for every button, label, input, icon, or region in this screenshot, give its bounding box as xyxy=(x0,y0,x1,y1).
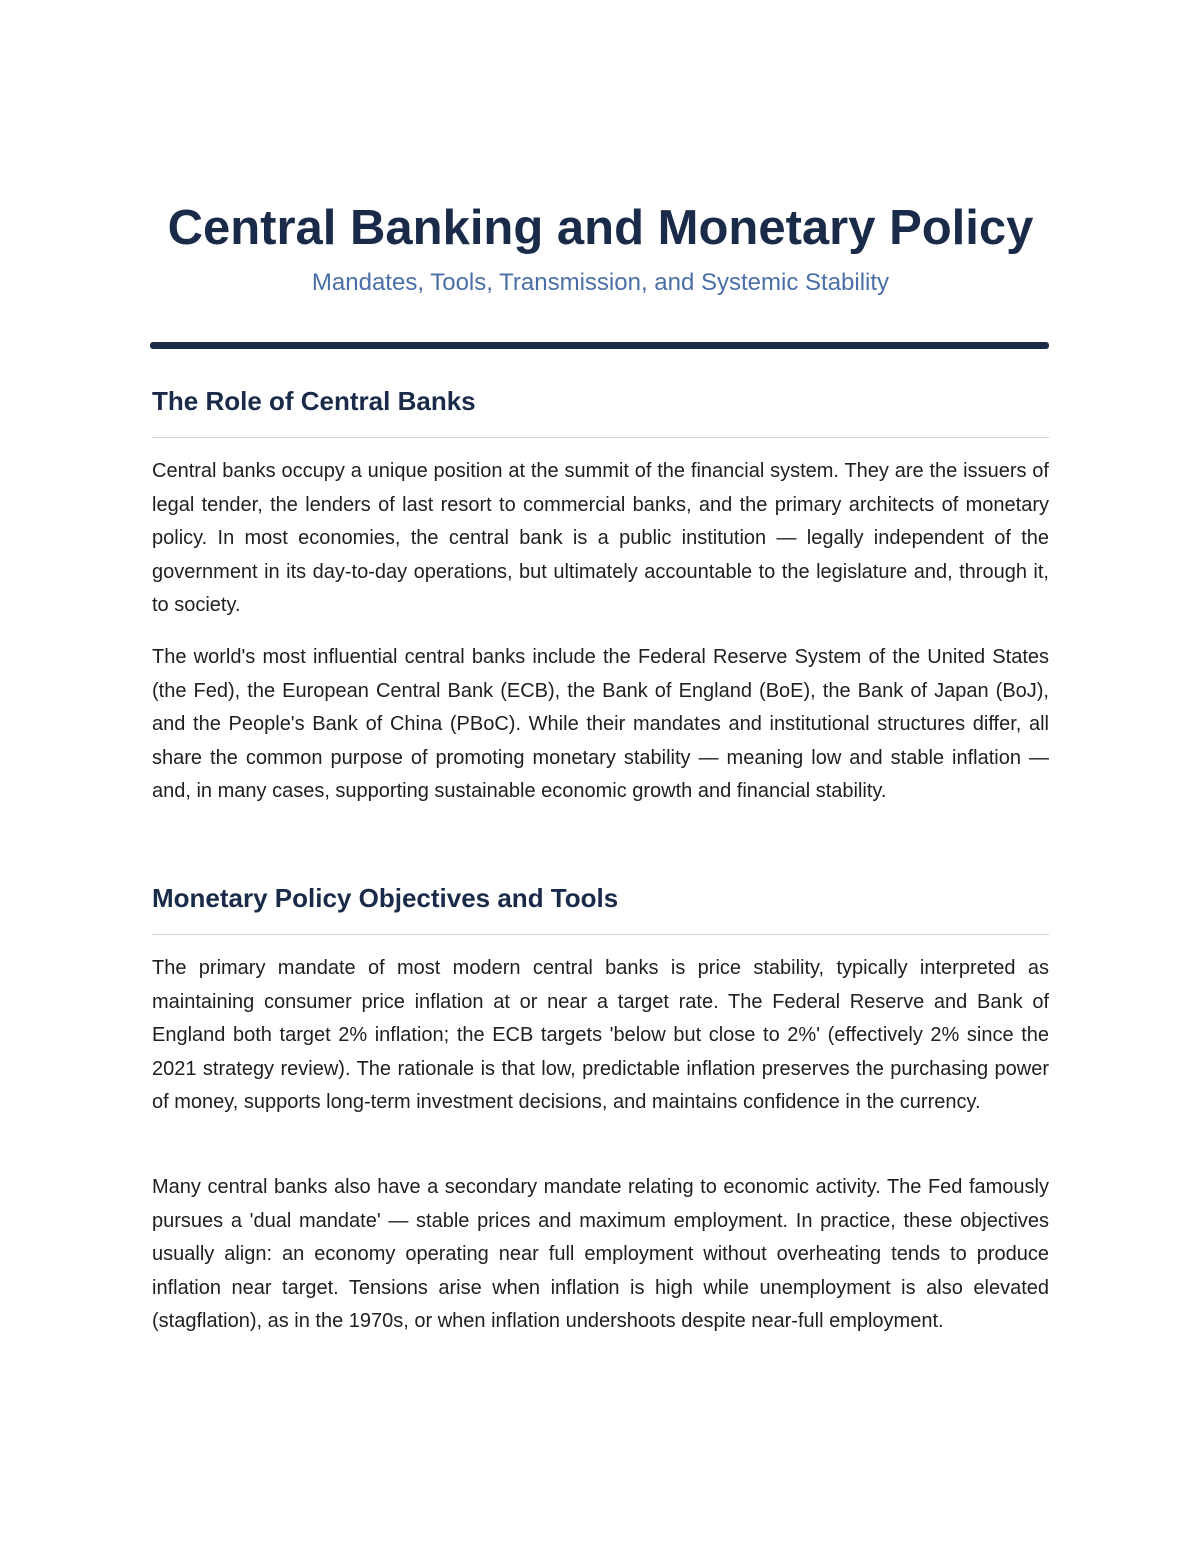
paragraph: The world's most influential central banks include the Federal Reserve System of the United States (the Fed), the European Central Bank (ECB), the Bank of England (BoE), the Bank of Japan (BoJ), and the People's Bank of China (PBoC). While their mandates and institutional structures differ, all share the common purpose of promoting monetary stability — meaning low and stable inflation — and, in many cases, supporting sustainable economic growth and financial stability. xyxy=(152,646,1049,802)
document-subtitle: Mandates, Tools, Transmission, and Systemic Stability xyxy=(311,269,890,296)
document-title: Central Banking and Monetary Policy xyxy=(167,201,1034,255)
section-monetary-policy-objectives xyxy=(152,881,1049,1332)
title-divider xyxy=(150,342,1049,349)
paragraph: Many central banks also have a secondary mandate relating to economic activity. The Fed famously pursues a 'dual mandate' — stable prices and maximum employment. In practice, these objectives usually align: an economy operating near full employment without overheating tends to produce inflation near target. Tensions arise when inflation is high while unemployment is also elevated (stagflation), as in the 1970s, or when inflation undershoots despite near-full employment. xyxy=(152,1176,1049,1332)
section-divider xyxy=(152,437,1049,438)
section-heading: The Role of Central Banks xyxy=(152,386,476,416)
paragraph: The primary mandate of most modern central banks is price stability, typically interpreted as maintaining consumer price inflation at or near a target rate. The Federal Reserve and Bank of England both target 2% inflation; the ECB targets 'below but close to 2%' (effectively 2% since the 2021 strategy review). The rationale is that low, predictable inflation preserves the purchasing power of money, supports long-term investment decisions, and maintains confidence in the currency. xyxy=(152,957,1049,1113)
section-heading: Monetary Policy Objectives and Tools xyxy=(152,883,619,913)
section-role-of-central-banks xyxy=(152,384,1049,802)
paragraph: Central banks occupy a unique position at the summit of the financial system. They are the issuers of legal tender, the lenders of last resort to commercial banks, and the primary architects of monetary policy. In most economies, the central bank is a public institution — legally independent of the government in its day-to-day operations, but ultimately accountable to the legislature and, through it, to society. xyxy=(152,460,1049,616)
section-divider xyxy=(152,934,1049,935)
